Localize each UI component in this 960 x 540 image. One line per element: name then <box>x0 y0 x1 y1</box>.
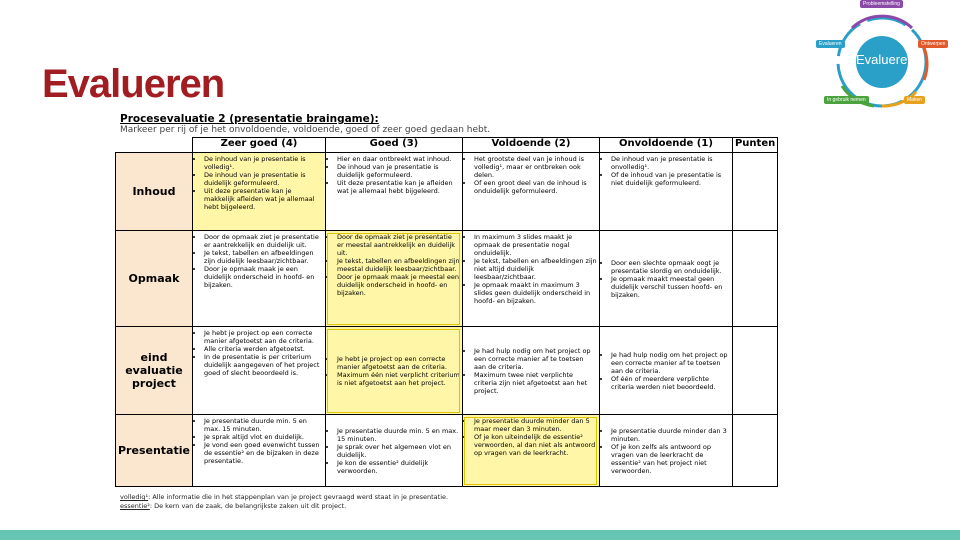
cell-inhoud-voldoende[interactable] <box>462 153 599 231</box>
footnote-text: : De kern van de zaak, de belangrijkste zaken uit dit project. <box>149 502 347 510</box>
footnote-term: volledig¹ <box>120 493 149 501</box>
rubric-subtitle: Markeer per rij of je het onvoldoende, voldoende, goed of zeer goed gedaan hebt. <box>120 125 491 135</box>
list-item: • Door je opmaak maak je meestal een duidelijk onderscheid in hoofd- en bijzaken. <box>337 273 460 297</box>
list-item: • Je hebt je project op een correcte manier afgetoetst aan de criteria. <box>337 355 460 371</box>
logo-tag-ontwerpen: Ontwerpen <box>918 40 948 48</box>
cell-presentatie-zeer-goed[interactable] <box>192 415 325 487</box>
cell-evaluatie-onvoldoende[interactable] <box>599 327 732 415</box>
bottom-accent-bar <box>0 530 960 540</box>
header-voldoende: Voldoende (2) <box>462 138 599 153</box>
row-label-eind-evaluatie-project: eind evaluatie project <box>116 327 193 415</box>
list-item: • Of één of meerdere verplichte criteria werden niet beoordeeld. <box>611 375 730 391</box>
table-row <box>116 153 778 231</box>
list-item: • Door de opmaak ziet je presentatie er meestal aantrekkelijk en duidelijk uit. <box>337 233 460 257</box>
logo-center-label: Evalueren <box>856 52 915 67</box>
cell-evaluatie-zeer-goed[interactable] <box>192 327 325 415</box>
cell-presentatie-punten[interactable] <box>732 415 777 487</box>
list-item: • Je sprak altijd vlot en duidelijk. <box>204 433 323 441</box>
list-item: • Je presentatie duurde minder dan 3 minuten. <box>611 427 730 443</box>
footnote-term: essentie² <box>120 502 150 510</box>
cell-opmaak-punten[interactable] <box>732 231 777 327</box>
cell-evaluatie-punten[interactable] <box>732 327 777 415</box>
logo-tag-evalueren: Evalueren <box>816 40 845 48</box>
page-title: Evalueren <box>42 62 225 106</box>
rubric-header-row <box>116 138 778 153</box>
cell-inhoud-punten[interactable] <box>732 153 777 231</box>
list-item: • Of je kon uiteindelijk de essentie² verwoorden, al dan niet als antwoord op vragen van de leerkracht. <box>474 433 597 457</box>
list-item: • Uit deze presentatie kan je makkelijk afleiden wat je allemaal hebt bijgeleerd. <box>204 187 323 211</box>
list-item: • Of de inhoud van je presentatie is niet duidelijk geformuleerd. <box>611 171 730 187</box>
cycle-logo <box>812 0 952 110</box>
list-item: • Je tekst, tabellen en afbeeldingen zijn meestal duidelijk leesbaar/zichtbaar. <box>337 257 460 273</box>
list-item: • Je hebt je project op een correcte manier afgetoetst aan de criteria. <box>204 329 323 345</box>
rubric-title: Procesevaluatie 2 (presentatie braingame): <box>120 113 379 125</box>
list-item: • Maximum twee niet verplichte criteria zijn niet afgetoetst aan het project. <box>474 371 597 395</box>
cell-opmaak-zeer-goed[interactable] <box>192 231 325 327</box>
list-item: • In de presentatie is per criterium duidelijk aangegeven of het project goed of slecht beoordeeld is. <box>204 353 323 377</box>
cell-presentatie-onvoldoende[interactable] <box>599 415 732 487</box>
header-zeer-goed: Zeer goed (4) <box>192 138 325 153</box>
logo-tag-in-gebruik-nemen: In gebruik nemen <box>824 96 869 104</box>
list-item: • Het grootste deel van je inhoud is volledig¹, maar er ontbreken ook delen. <box>474 155 597 179</box>
cell-presentatie-goed[interactable] <box>325 415 462 487</box>
cell-inhoud-onvoldoende[interactable] <box>599 153 732 231</box>
header-empty <box>116 138 193 153</box>
footnote-text: : Alle informatie die in het stappenplan van je project gevraagd werd staat in je presentatie. <box>148 493 449 501</box>
list-item: • Je kon de essentie² duidelijk verwoorden. <box>337 459 460 475</box>
logo-tag-probleemstelling: Probleemstelling <box>860 0 903 8</box>
list-item: • Je sprak over het algemeen vlot en duidelijk. <box>337 443 460 459</box>
list-item: • Je had hulp nodig om het project op een correcte manier af te toetsen aan de criteria. <box>474 347 597 371</box>
list-item: • De inhoud van je presentatie is duidelijk geformuleerd. <box>337 163 460 179</box>
cell-evaluatie-voldoende[interactable] <box>462 327 599 415</box>
list-item: • Je presentatie duurde min. 5 en max. 15 minuten. <box>204 417 323 433</box>
list-item: • In maximum 3 slides maakt je opmaak de presentatie nogal onduidelijk. <box>474 233 597 257</box>
list-item: • De inhoud van je presentatie is duidelijk geformuleerd. <box>204 171 323 187</box>
table-row <box>116 327 778 415</box>
logo-tag-maken: Maken <box>904 96 925 104</box>
list-item: • Of je kon zelfs als antwoord op vragen van de leerkracht de essentie² van het project niet verwoorden. <box>611 443 730 475</box>
list-item: • Je opmaak maakt meestal geen duidelijk verschil tussen hoofd- en bijzaken. <box>611 275 730 299</box>
cell-inhoud-zeer-goed[interactable] <box>192 153 325 231</box>
list-item: • Je tekst, tabellen en afbeeldingen zijn duidelijk leesbaar/zichtbaar. <box>204 249 323 265</box>
cell-inhoud-goed[interactable] <box>325 153 462 231</box>
header-goed: Goed (3) <box>325 138 462 153</box>
row-label-inhoud: Inhoud <box>116 153 193 231</box>
table-row <box>116 231 778 327</box>
list-item: • Je presentatie duurde min. 5 en max. 15 minuten. <box>337 427 460 443</box>
list-item: • De inhoud van je presentatie is volledig¹. <box>204 155 323 171</box>
table-row <box>116 415 778 487</box>
cell-presentatie-voldoende[interactable] <box>462 415 599 487</box>
cell-opmaak-goed[interactable] <box>325 231 462 327</box>
header-onvoldoende: Onvoldoende (1) <box>599 138 732 153</box>
row-label-presentatie: Presentatie <box>116 415 193 487</box>
footnote-essentie <box>120 502 346 510</box>
list-item: • Je presentatie duurde minder dan 5 maar meer dan 3 minuten. <box>474 417 597 433</box>
logo-center-circle <box>856 36 915 88</box>
list-item: • Je had hulp nodig om het project op een correcte manier af te toetsen aan de criteria. <box>611 351 730 375</box>
list-item: • Je opmaak maakt in maximum 3 slides geen duidelijk onderscheid in hoofd- en bijzaken. <box>474 281 597 305</box>
list-item: • Door een slechte opmaak oogt je presentatie slordig en onduidelijk. <box>611 259 730 275</box>
header-punten: Punten <box>732 138 777 153</box>
list-item: • Hier en daar ontbreekt wat inhoud. <box>337 155 460 163</box>
rubric-table <box>115 137 778 487</box>
list-item: • Of een groot deel van de inhoud is onduidelijk geformuleerd. <box>474 179 597 195</box>
footnote-volledig <box>120 493 448 501</box>
list-item: • Door de opmaak ziet je presentatie er aantrekkelijk en duidelijk uit. <box>204 233 323 249</box>
cell-opmaak-voldoende[interactable] <box>462 231 599 327</box>
list-item: • Uit deze presentatie kan je afleiden wat je allemaal hebt bijgeleerd. <box>337 179 460 195</box>
list-item: • Door je opmaak maak je een duidelijk onderscheid in hoofd- en bijzaken. <box>204 265 323 289</box>
list-item: • De inhoud van je presentatie is onvolledig¹. <box>611 155 730 171</box>
list-item: • Maximum één niet verplicht criterium is niet afgetoetst aan het project. <box>337 371 460 387</box>
list-item: • Je vond een goed evenwicht tussen de essentie² en de bijzaken in deze presentatie. <box>204 441 323 465</box>
row-label-opmaak: Opmaak <box>116 231 193 327</box>
cell-opmaak-onvoldoende[interactable] <box>599 231 732 327</box>
cell-evaluatie-goed[interactable] <box>325 327 462 415</box>
list-item: • Je tekst, tabellen en afbeeldingen zijn niet altijd duidelijk leesbaar/zichtbaar. <box>474 257 597 281</box>
list-item: • Alle criteria werden afgetoetst. <box>204 345 323 353</box>
